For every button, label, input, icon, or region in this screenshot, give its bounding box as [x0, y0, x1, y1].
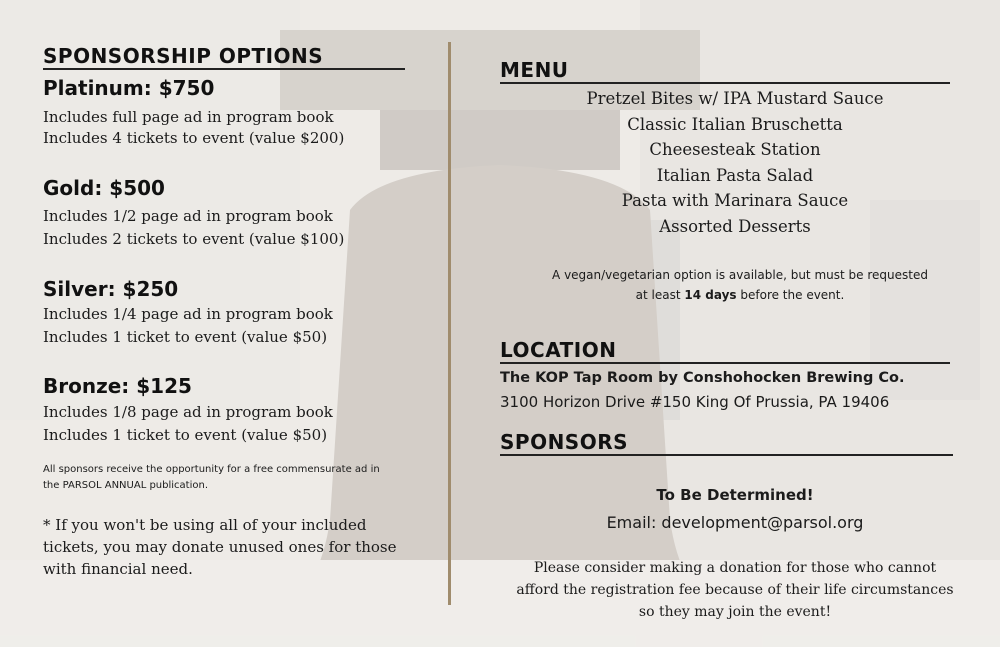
fine-print-line-1: All sponsors receive the opportunity for a free commensurate ad in: [43, 464, 380, 475]
menu-item: Cheesesteak Station: [649, 140, 821, 159]
menu-heading: MENU: [500, 58, 950, 84]
donation-line-2: afford the registration fee because of their life circumstances: [516, 582, 954, 598]
column-divider: [448, 42, 451, 605]
venue-name: The KOP Tap Room by Conshohocken Brewing Co.: [500, 370, 905, 386]
menu-item: Pasta with Marinara Sauce: [621, 191, 849, 210]
vegan-note-line-2: [505, 285, 975, 305]
menu-item: Italian Pasta Salad: [656, 165, 814, 185]
tier-platinum-line-2: Includes 4 tickets to event (value $200): [43, 129, 345, 147]
menu-item: Pretzel Bites w/ IPA Mustard Sauce: [586, 89, 884, 108]
donation-line-1: Please consider making a donation for those who cannot: [533, 560, 937, 576]
menu-item: Assorted Desserts: [659, 216, 811, 236]
sponsors-heading: SPONSORS: [500, 430, 953, 456]
tier-silver-line-2: Includes 1 ticket to event (value $50): [43, 328, 328, 346]
sponsorship-heading: SPONSORSHIP OPTIONS: [43, 44, 405, 70]
menu-item: Classic Italian Bruschetta: [627, 114, 843, 134]
vegan-note-days: 14 days: [684, 288, 737, 302]
location-heading: LOCATION: [500, 338, 950, 364]
tier-bronze-line-2: Includes 1 ticket to event (value $50): [43, 426, 328, 444]
venue-address: 3100 Horizon Drive #150 King Of Prussia, PA 19406: [500, 393, 890, 411]
tier-silver-line-1: Includes 1/4 page ad in program book: [43, 305, 333, 323]
tier-platinum-line-1: Includes full page ad in program book: [43, 108, 334, 126]
vegan-note-line-1: A vegan/vegetarian option is available, but must be requested: [552, 268, 928, 282]
vegan-note-prefix: at least: [635, 288, 685, 302]
contact-email[interactable]: Email: development@parsol.org: [606, 513, 864, 532]
tier-gold-line-1: Includes 1/2 page ad in program book: [43, 207, 333, 225]
sponsors-status: To Be Determined!: [656, 486, 814, 504]
donation-appeal: [500, 557, 970, 623]
vegan-note: [505, 265, 975, 305]
tier-silver-title: Silver: $250: [43, 277, 179, 301]
ticket-donation-note: * If you won't be using all of your included tickets, you may donate unused ones for those with financial need.: [43, 516, 397, 578]
tier-gold-title: Gold: $500: [43, 176, 165, 200]
tier-platinum-title: Platinum: $750: [43, 76, 215, 100]
tier-bronze-title: Bronze: $125: [43, 374, 192, 398]
tier-gold-line-2: Includes 2 tickets to event (value $100): [43, 230, 345, 248]
donation-line-3: so they may join the event!: [638, 604, 832, 620]
vegan-note-suffix: before the event.: [736, 288, 845, 302]
fine-print-line-2: the PARSOL ANNUAL publication.: [43, 480, 208, 491]
menu-list: [500, 86, 970, 239]
tier-bronze-line-1: Includes 1/8 page ad in program book: [43, 403, 333, 421]
